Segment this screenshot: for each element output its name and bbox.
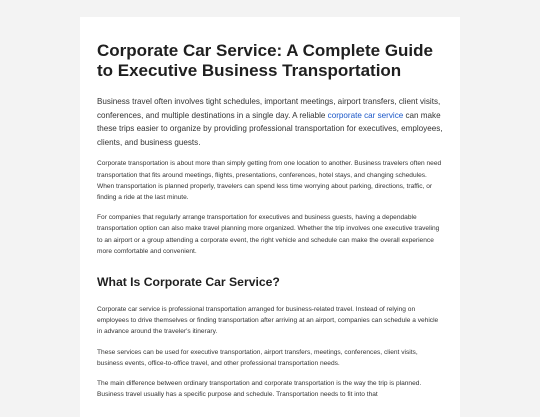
section-paragraph-1: Corporate car service is professional transportation arranged for business-related travel. Instead of relying on employees to drive themselves or finding transportation after arriving at an airport, companies can schedule a vehicle in advance around the traveler's itinerary.	[97, 306, 439, 336]
article-card	[80, 17, 460, 417]
intro-text-after: can make these trips easier to organize by providing professional transportation for executives, employees, clients, and business guests.	[97, 110, 443, 147]
section-heading-what-is: What Is Corporate Car Service?	[97, 275, 280, 289]
paragraph-1: Corporate transportation is about more than simply getting from one location to another. Business travelers often need transportation that fits around meetings, flights, presentations, conferences, hotel stays, and changing schedules. When transportation is planned properly, travelers can spend less time worrying about parking, directions, traffic, or finding a ride at the last minute.	[97, 160, 442, 201]
section-paragraph-3: The main difference between ordinary transportation and corporate transportation is the way the trip is planned. Business travel usually has a specific purpose and schedule. Transportation needs to fit into that	[97, 380, 422, 399]
intro-paragraph	[97, 95, 444, 149]
intro-text-before: Business travel often involves tight schedules, important meetings, airport transfers, client visits, conferences, and multiple destinations in a single day. A reliable	[97, 97, 441, 120]
article-title: Corporate Car Service: A Complete Guide to Executive Business Transportation	[97, 41, 433, 80]
corporate-car-service-link[interactable]: corporate car service	[327, 110, 404, 120]
section-paragraph-2: These services can be used for executive transportation, airport transfers, meetings, conferences, client visits, business events, office-to-office travel, and other professional transportation needs.	[97, 348, 418, 367]
paragraph-2: For companies that regularly arrange transportation for executives and business guests, having a dependable transportation option can also make travel planning more organized. Whether the trip involves one executive traveling to an airport or a group attending a corporate event, the right vehicle and schedule can make the overall experience more comfortable and convenient.	[97, 214, 440, 255]
